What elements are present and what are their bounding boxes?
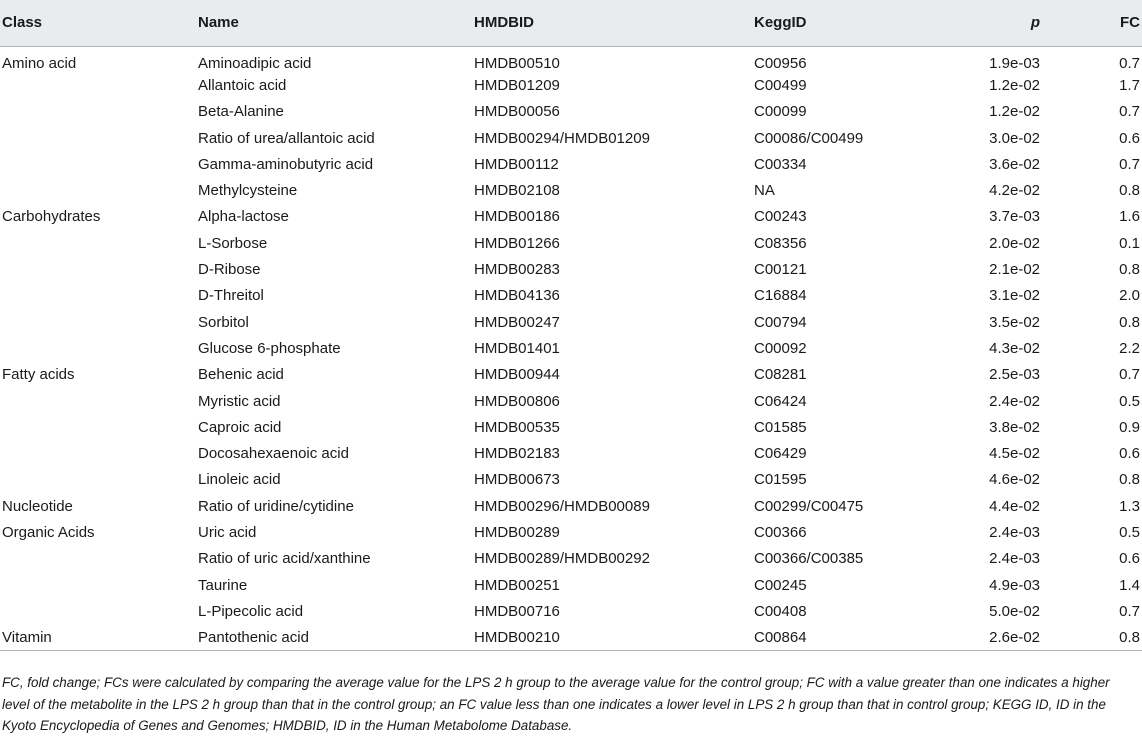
cell-hmdbid: HMDB02108 (474, 182, 560, 200)
cell-class: Vitamin (2, 628, 52, 646)
cell-p-value: 4.3e-02 (989, 339, 1040, 357)
cell-name: Gamma-aminobutyric acid (198, 155, 374, 173)
cell-hmdbid: HMDB00289 (474, 523, 560, 541)
cell-class (0, 72, 196, 98)
cell-name: Uric acid (198, 523, 257, 541)
cell-keggid: C00366/C00385 (754, 550, 864, 568)
cell-name: Methylcysteine (198, 182, 298, 200)
cell-name: Ratio of uridine/cytidine (198, 497, 354, 515)
cell-fold-change: 0.8 (1119, 628, 1140, 646)
table-row (0, 151, 1142, 177)
cell-class (0, 125, 196, 151)
cell-name: Docosahexaenoic acid (198, 445, 349, 463)
cell-class (0, 388, 196, 414)
cell-name: D-Threitol (198, 287, 264, 305)
cell-keggid: C00956 (754, 54, 807, 72)
cell-fold-change: 0.5 (1119, 523, 1140, 541)
cell-class (0, 151, 196, 177)
cell-class: Fatty acids (2, 366, 75, 384)
cell-hmdbid: HMDB00806 (474, 392, 560, 410)
cell-fold-change: 2.0 (1119, 287, 1140, 305)
cell-fold-change: 0.7 (1119, 103, 1140, 121)
table-row (0, 388, 1142, 414)
cell-name: Beta-Alanine (198, 103, 284, 121)
cell-class (0, 335, 196, 361)
table-row (0, 230, 1142, 256)
table-row (0, 362, 1142, 388)
cell-hmdbid: HMDB00294/HMDB01209 (474, 129, 650, 147)
header-class: Class (2, 14, 43, 32)
cell-p-value: 5.0e-02 (989, 602, 1040, 620)
table-row (0, 72, 1142, 98)
cell-p-value: 2.0e-02 (989, 234, 1040, 252)
cell-hmdbid: HMDB00251 (474, 576, 560, 594)
cell-keggid: C00121 (754, 261, 807, 279)
table-row (0, 625, 1142, 651)
cell-keggid: C00245 (754, 576, 807, 594)
header-fold-change: FC (1120, 14, 1140, 32)
cell-fold-change: 0.6 (1119, 129, 1140, 147)
cell-name: Myristic acid (198, 392, 281, 410)
table-row (0, 309, 1142, 335)
cell-hmdbid: HMDB02183 (474, 445, 560, 463)
cell-fold-change: 0.6 (1119, 445, 1140, 463)
cell-name: Ratio of urea/allantoic acid (198, 129, 375, 147)
cell-keggid: C08281 (754, 366, 807, 384)
table-row (0, 177, 1142, 203)
cell-p-value: 3.8e-02 (989, 418, 1040, 436)
table-row (0, 467, 1142, 493)
cell-hmdbid: HMDB00186 (474, 208, 560, 226)
cell-p-value: 3.1e-02 (989, 287, 1040, 305)
cell-p-value: 3.6e-02 (989, 155, 1040, 173)
table-row (0, 598, 1142, 624)
cell-name: Caproic acid (198, 418, 282, 436)
cell-name: L-Sorbose (198, 234, 268, 252)
cell-name: D-Ribose (198, 261, 261, 279)
cell-p-value: 2.5e-03 (989, 366, 1040, 384)
cell-fold-change: 0.9 (1119, 418, 1140, 436)
table-row (0, 283, 1142, 309)
cell-class (0, 283, 196, 309)
cell-keggid: C00408 (754, 602, 807, 620)
cell-name: L-Pipecolic acid (198, 602, 304, 620)
cell-p-value: 1.2e-02 (989, 103, 1040, 121)
cell-hmdbid: HMDB04136 (474, 287, 560, 305)
cell-name: Aminoadipic acid (198, 54, 312, 72)
cell-hmdbid: HMDB00716 (474, 602, 560, 620)
table-row (0, 440, 1142, 466)
cell-name: Glucose 6-phosphate (198, 339, 341, 357)
cell-fold-change: 1.3 (1119, 497, 1140, 515)
cell-keggid: C06429 (754, 445, 807, 463)
cell-keggid: C00794 (754, 313, 807, 331)
cell-hmdbid: HMDB00247 (474, 313, 560, 331)
cell-class (0, 177, 196, 203)
cell-class (0, 572, 196, 598)
cell-class: Carbohydrates (2, 208, 101, 226)
cell-class (0, 598, 196, 624)
table-row (0, 335, 1142, 361)
cell-hmdbid: HMDB00056 (474, 103, 560, 121)
cell-p-value: 2.4e-02 (989, 392, 1040, 410)
cell-class: Amino acid (2, 54, 77, 72)
table-row (0, 414, 1142, 440)
cell-name: Sorbitol (198, 313, 249, 331)
cell-fold-change: 0.7 (1119, 602, 1140, 620)
cell-keggid: C00366 (754, 523, 807, 541)
cell-name: Ratio of uric acid/xanthine (198, 550, 371, 568)
cell-name: Taurine (198, 576, 248, 594)
cell-name: Allantoic acid (198, 76, 287, 94)
cell-p-value: 2.6e-02 (989, 628, 1040, 646)
cell-fold-change: 0.8 (1119, 182, 1140, 200)
table-footnote: FC, fold change; FCs were calculated by comparing the average value for the LPS 2 h group to the average value for the control group; FC with a value greater than one indicates a higher level of the metabolite in the LPS 2 h group than that in the control group; an FC value less than one indicates a lower level in LPS 2 h group than that in control group; KEGG ID, ID in the Kyoto Encyclopedia of Genes and Genomes; HMDBID, ID in the Human Metabolome Database. (2, 675, 1110, 733)
cell-fold-change: 0.8 (1119, 261, 1140, 279)
cell-p-value: 4.9e-03 (989, 576, 1040, 594)
table-row (0, 572, 1142, 598)
table-row (0, 46, 1142, 72)
cell-class (0, 440, 196, 466)
cell-fold-change: 0.7 (1119, 54, 1140, 72)
cell-name: Pantothenic acid (198, 628, 309, 646)
cell-class (0, 309, 196, 335)
cell-keggid: NA (754, 182, 775, 200)
cell-hmdbid: HMDB00673 (474, 471, 560, 489)
cell-keggid: C00243 (754, 208, 807, 226)
table-row (0, 546, 1142, 572)
cell-fold-change: 0.6 (1119, 550, 1140, 568)
cell-hmdbid: HMDB00296/HMDB00089 (474, 497, 650, 515)
cell-p-value: 4.4e-02 (989, 497, 1040, 515)
cell-name: Alpha-lactose (198, 208, 289, 226)
cell-keggid: C06424 (754, 392, 807, 410)
cell-class (0, 546, 196, 572)
cell-hmdbid: HMDB01266 (474, 234, 560, 252)
cell-class (0, 467, 196, 493)
cell-keggid: C00299/C00475 (754, 497, 864, 515)
cell-fold-change: 0.8 (1119, 313, 1140, 331)
header-name: Name (198, 14, 239, 32)
cell-keggid: C16884 (754, 287, 807, 305)
cell-name: Linoleic acid (198, 471, 281, 489)
cell-p-value: 1.9e-03 (989, 54, 1040, 72)
cell-fold-change: 1.7 (1119, 76, 1140, 94)
table-header-row (0, 0, 1142, 46)
cell-class (0, 414, 196, 440)
cell-keggid: C00499 (754, 76, 807, 94)
cell-hmdbid: HMDB00510 (474, 54, 560, 72)
cell-keggid: C00334 (754, 155, 807, 173)
cell-class (0, 99, 196, 125)
cell-fold-change: 0.7 (1119, 155, 1140, 173)
cell-hmdbid: HMDB00112 (474, 155, 559, 173)
cell-fold-change: 0.8 (1119, 471, 1140, 489)
cell-hmdbid: HMDB00283 (474, 261, 560, 279)
cell-p-value: 2.4e-03 (989, 523, 1040, 541)
cell-p-value: 3.7e-03 (989, 208, 1040, 226)
table-row (0, 493, 1142, 519)
cell-p-value: 2.4e-03 (989, 550, 1040, 568)
table-row (0, 204, 1142, 230)
cell-hmdbid: HMDB01401 (474, 339, 560, 357)
header-keggid: KeggID (754, 14, 807, 32)
cell-p-value: 1.2e-02 (989, 76, 1040, 94)
cell-p-value: 3.0e-02 (989, 129, 1040, 147)
cell-class: Organic Acids (2, 523, 95, 541)
cell-fold-change: 1.6 (1119, 208, 1140, 226)
cell-keggid: C08356 (754, 234, 807, 252)
cell-keggid: C00086/C00499 (754, 129, 864, 147)
cell-p-value: 4.6e-02 (989, 471, 1040, 489)
cell-fold-change: 0.1 (1119, 234, 1140, 252)
cell-hmdbid: HMDB00944 (474, 366, 560, 384)
cell-p-value: 4.5e-02 (989, 445, 1040, 463)
cell-hmdbid: HMDB00289/HMDB00292 (474, 550, 650, 568)
cell-p-value: 3.5e-02 (989, 313, 1040, 331)
cell-class: Nucleotide (2, 497, 73, 515)
cell-p-value: 4.2e-02 (989, 182, 1040, 200)
cell-class (0, 230, 196, 256)
cell-keggid: C00092 (754, 339, 807, 357)
cell-fold-change: 1.4 (1119, 576, 1140, 594)
table-body (0, 46, 1142, 651)
header-p-value: p (1030, 14, 1040, 32)
cell-hmdbid: HMDB01209 (474, 76, 560, 94)
cell-fold-change: 0.7 (1119, 366, 1140, 384)
cell-hmdbid: HMDB00210 (474, 628, 560, 646)
table-row (0, 519, 1142, 545)
table-row (0, 125, 1142, 151)
table-row (0, 99, 1142, 125)
cell-keggid: C01595 (754, 471, 807, 489)
cell-p-value: 2.1e-02 (989, 261, 1040, 279)
cell-class (0, 256, 196, 282)
cell-fold-change: 0.5 (1119, 392, 1140, 410)
cell-keggid: C00864 (754, 628, 807, 646)
cell-keggid: C01585 (754, 418, 807, 436)
cell-fold-change: 2.2 (1119, 339, 1140, 357)
cell-keggid: C00099 (754, 103, 807, 121)
header-hmdbid: HMDBID (474, 14, 534, 32)
table-row (0, 256, 1142, 282)
cell-name: Behenic acid (198, 366, 284, 384)
cell-hmdbid: HMDB00535 (474, 418, 560, 436)
